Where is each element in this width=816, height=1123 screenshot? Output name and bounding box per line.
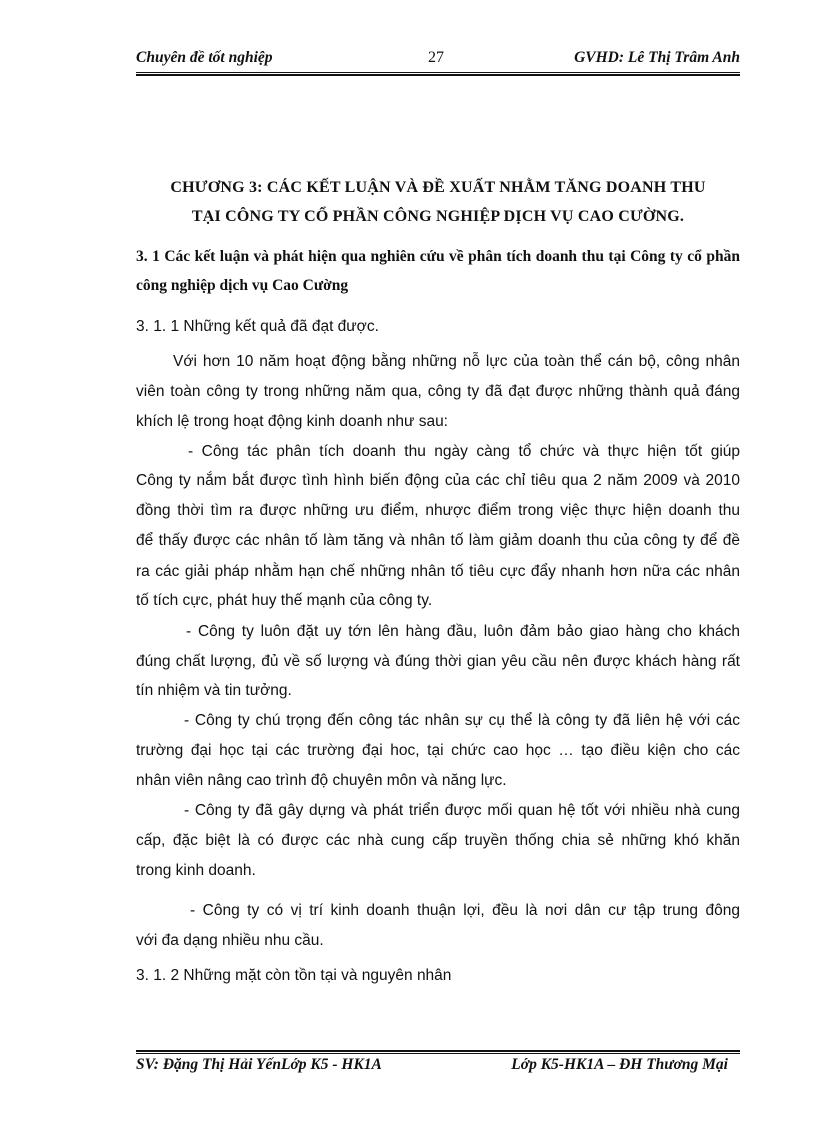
bullet-line: Công ty nắm bắt được tình hình biến động của các chỉ tiêu qua 2 năm 2009 và 2010 [136,472,740,489]
bullet-line: - Công ty luôn đặt uy tớn lên hàng đầu, luôn đảm bảo giao hàng cho khách [186,623,740,640]
page-footer [136,1056,740,1080]
bullet-line: đồng thời tìm ra được những ưu điểm, nhược điểm trong việc thực hiện doanh thu [136,502,740,519]
page-header [136,46,740,72]
bullet-line: với đa dạng nhiều nhu cầu. [136,932,324,949]
paragraph-line: Với hơn 10 năm hoạt động bằng những nỗ lực của toàn thể cán bộ, công nhân [173,353,740,370]
bullet-line: đúng chất lượng, đủ về số lượng và đúng thời gian yêu cầu nên được khách hàng rất [136,653,740,670]
bullet-line: để thấy được các nhân tố làm tăng và nhân tố làm giảm doanh thu của công ty để đề [136,532,740,549]
bullet-line: - Công ty đã gây dựng và phát triển được mối quan hệ tốt với nhiều nhà cung [184,802,740,819]
bullet-line: nhân viên nâng cao trình độ chuyên môn và năng lực. [136,772,507,789]
subsection-heading-3-1-1: 3. 1. 1 Những kết quả đã đạt được. [136,318,379,335]
bullet-line: - Công ty chú trọng đến công tác nhân sự cụ thể là công ty đã liên hệ với các [184,712,740,729]
bullet-line: trường đại học tại các trường đại hoc, tại chức cao học … tạo điều kiện cho các [136,742,740,759]
bullet-line: cấp, đặc biệt là có được các nhà cung cấp truyền thống chia sẻ những khó khăn [136,832,740,849]
header-rule-thick [136,74,740,76]
chapter-title-line-2: TẠI CÔNG TY CỔ PHẦN CÔNG NGHIỆP DỊCH VỤ CAO CƯỜNG. [191,208,685,225]
bullet-line: - Công tác phân tích doanh thu ngày càng tổ chức và thực hiện tốt giúp [188,443,740,460]
paragraph-line: khích lệ trong hoạt động kinh doanh như sau: [136,413,448,430]
bullet-line: tố tích cực, phát huy thế mạnh của công ty. [136,592,433,609]
header-rule-thin [136,72,740,73]
bullet-line: ra các giải pháp nhằm hạn chế những nhân tố tiêu cực đẩy nhanh hơn nữa các nhân [136,563,740,580]
section-heading-3-1: 3. 1 Các kết luận và phát hiện qua nghiên cứu về phân tích doanh thu tại Công ty cổ phần công nghiệp dịch vụ Cao Cường [136,248,740,294]
footer-student: SV: Đặng Thị Hải YếnLớp K5 - HK1A [136,1056,382,1073]
header-advisor: GVHD: Lê Thị Trâm Anh [574,49,740,66]
bullet-line: trong kinh doanh. [136,862,256,879]
chapter-title-line-1: CHƯƠNG 3: CÁC KẾT LUẬN VÀ ĐỀ XUẤT NHẰM TĂNG DOANH THU [170,179,706,196]
subsection-heading-3-1-2: 3. 1. 2 Những mặt còn tồn tại và nguyên nhân [136,967,452,984]
bullet-line: tín nhiệm và tin tưởng. [136,682,292,699]
page-number: 27 [428,49,444,66]
footer-rule-thick [136,1050,740,1052]
footer-rule-thin [136,1053,740,1054]
bullet-line: - Công ty có vị trí kinh doanh thuận lợi, đều là nơi dân cư tập trung đông [190,902,740,919]
paragraph-line: viên toàn công ty trong những năm qua, công ty đã đạt được những thành quả đáng [136,383,740,400]
footer-class: Lớp K5-HK1A – ĐH Thương Mại [511,1056,728,1073]
header-document-type: Chuyên đề tốt nghiệp [136,49,273,66]
